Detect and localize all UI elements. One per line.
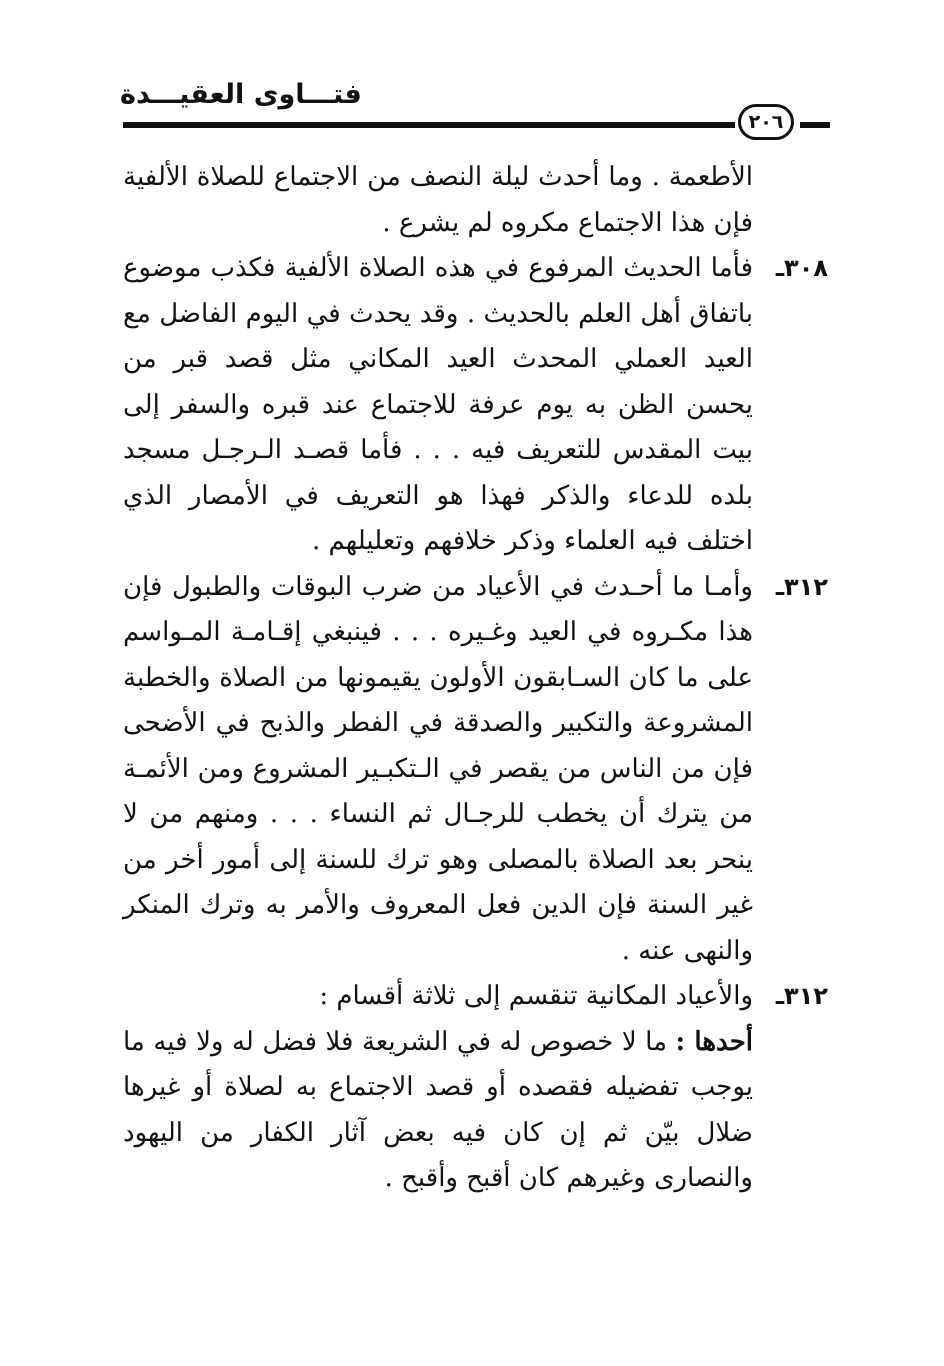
header-rule	[123, 122, 735, 128]
paragraph-text: ما لا خصوص له في الشريعة فلا فضل له ولا فيه ما يوجب تفضيله فقصده أو قصد الاجتماع به لصلاة أو غيرها ضلال بيّن ثم إن كان فيه بعض آثار الكفار من اليهود والنصارى وغيرهم كان أقبح وأقبح .	[123, 1026, 753, 1193]
header-rule-tail	[800, 122, 830, 128]
paragraph-text: فأما الحديث المرفوع في هذه الصلاة الألفية فكذب موضوع باتفاق أهل العلم بالحديث . وقد يحدث في اليوم الفاضل مع العيد العملي المحدث العيد المكاني مثل قصد قبر من يحسن الظن به يوم عرفة للاجتماع عند قبره والسفر إلى بيت المقدس للتعريف فيه . . . فأما قصـد الـرجـل مسجد بلده للدعاء والذكر فهذا هو التعريف في الأمصار الذي اختلف فيه العلماء وذكر خلافهم وتعليلهم .	[123, 253, 753, 556]
page-number: ٢٠٦	[738, 104, 794, 140]
paragraph-number: ٣١٢ـ	[775, 982, 828, 1010]
paragraph-number: ٣١٢ـ	[775, 572, 828, 601]
paragraph-312-b	[123, 974, 828, 1020]
paragraph-lead: أحدها :	[675, 1026, 753, 1057]
paragraph-first-section	[123, 1020, 828, 1202]
paragraph-308	[123, 246, 828, 565]
paragraph-text: وأمـا ما أحـدث في الأعياد من ضرب البوقات والطبول فإن هذا مكـروه في العيد وغـيره . . . فينبغي إقـامـة المـواسم على ما كان السـابقون الأولون يقيمونها من الصلاة والخطبة المشروعة والتكبير والصدقة في الفطر والذبح في الأضحى فإن من الناس من يقصر في الـتكبـير المشروع ومن الأئمـة من يترك أن يخطب للرجـال ثم النساء . . . ومنهم من لا ينحر بعد الصلاة بالمصلى وهو ترك للسنة إلى أمور أخر من غير السنة فإن الدين فعل المعروف والأمر به وترك المنكر والنهى عنه .	[123, 571, 753, 966]
paragraph-text: الأطعمة . وما أحدث ليلة النصف من الاجتماع للصلاة الألفية فإن هذا الاجتماع مكروه لم يشرع .	[123, 162, 753, 238]
paragraph-number: ٣٠٨ـ	[775, 254, 828, 282]
running-title: فتـــاوى العقيـــدة	[120, 79, 362, 110]
paragraph-312-a	[123, 565, 828, 975]
paragraph-text: والأعياد المكانية تنقسم إلى ثلاثة أقسام :	[319, 981, 753, 1011]
paragraph-continuation	[123, 155, 828, 246]
body-text	[123, 155, 828, 1202]
